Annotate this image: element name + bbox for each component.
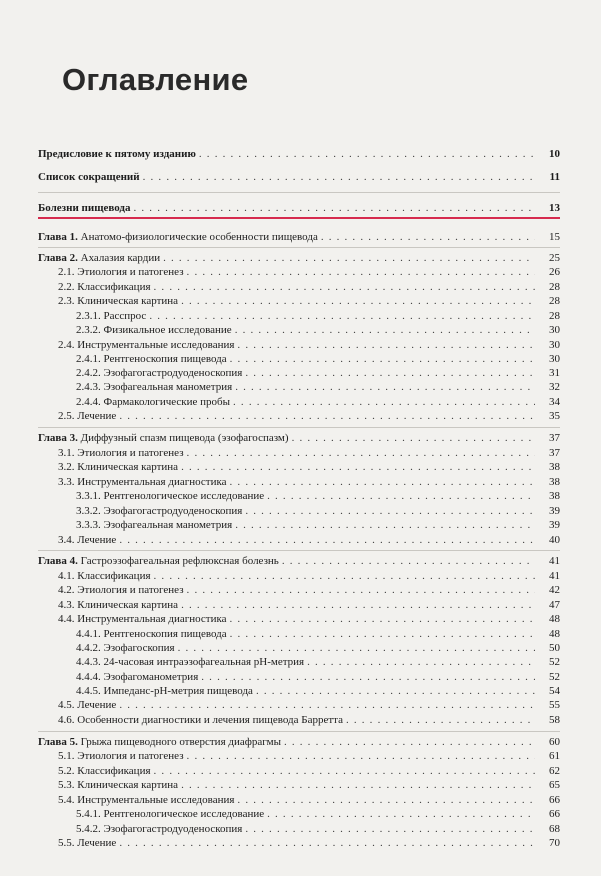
entry-title: 4.6. Особенности диагностики и лечения пищевода Барретта <box>58 714 343 726</box>
entry-title: 2.3.2. Физикальное исследование <box>76 324 232 336</box>
entry-title: 2.4.3. Эзофагеальная манометрия <box>76 381 233 393</box>
dot-leader <box>119 836 535 850</box>
toc-entry[interactable] <box>58 533 560 547</box>
entry-page: 47 <box>549 599 560 611</box>
entry-page: 52 <box>549 671 560 683</box>
dot-leader <box>149 309 535 323</box>
entry-title: 3.3. Инструментальная диагностика <box>58 476 227 488</box>
entry-title: Грыжа пищеводного отверстия диафрагмы <box>80 736 281 748</box>
entry-title: 4.4.4. Эзофагоманометрия <box>76 671 199 683</box>
toc-chapter-entry[interactable] <box>38 431 560 445</box>
toc-entry[interactable] <box>76 822 560 836</box>
dot-leader <box>235 518 535 532</box>
toc-front-entry[interactable] <box>38 147 560 161</box>
entry-label <box>76 655 304 669</box>
entry-page: 35 <box>549 410 560 422</box>
toc-entry[interactable] <box>76 309 560 323</box>
dot-leader <box>235 380 535 394</box>
section-label: Болезни пищевода <box>38 202 131 214</box>
dot-leader <box>187 749 535 763</box>
entry-title: Гастроэзофагеальная рефлюксная болезнь <box>80 555 279 567</box>
entry-title: 5.3. Клиническая картина <box>58 779 179 791</box>
entry-label <box>58 460 178 474</box>
dot-leader <box>201 670 535 684</box>
entry-title: 5.2. Классификация <box>58 765 151 777</box>
chapter-number: Глава 1. <box>38 231 78 243</box>
entry-label <box>58 265 184 279</box>
toc-entry[interactable] <box>76 684 560 698</box>
dot-leader <box>237 338 535 352</box>
section-underline <box>38 217 560 219</box>
entry-title: 3.3.3. Эзофагеальная манометрия <box>76 519 233 531</box>
dot-leader <box>256 684 535 698</box>
toc-entry[interactable] <box>58 836 560 850</box>
entry-title: 5.4.1. Рентгенологическое исследование <box>76 808 265 820</box>
entry-title: 3.3.1. Рентгенологическое исследование <box>76 490 265 502</box>
dot-leader <box>163 251 535 265</box>
entry-page: 31 <box>549 367 560 379</box>
entry-title: 4.2. Этиология и патогенез <box>58 584 184 596</box>
entry-label <box>58 280 151 294</box>
entry-title: 2.4. Инструментальные исследования <box>58 339 235 351</box>
entry-page: 28 <box>549 281 560 293</box>
entry-label <box>38 251 160 265</box>
entry-label <box>58 698 116 712</box>
dot-leader <box>181 294 535 308</box>
toc-chapter-entry[interactable] <box>38 554 560 568</box>
toc-entry[interactable] <box>76 655 560 669</box>
entry-title: 3.3.2. Эзофагогастродуоденоскопия <box>76 505 243 517</box>
entry-page: 39 <box>549 519 560 531</box>
entry-title: 4.4.5. Импеданс-pH-метрия пищевода <box>76 685 253 697</box>
entry-title: 4.3. Клиническая картина <box>58 599 179 611</box>
entry-label <box>38 230 318 244</box>
entry-title: 5.4. Инструментальные исследования <box>58 794 235 806</box>
entry-title: 3.4. Лечение <box>58 534 117 546</box>
entry-label <box>76 504 242 518</box>
entry-title: 2.3. Клиническая картина <box>58 295 179 307</box>
divider <box>38 731 560 732</box>
toc-chapter-entry[interactable] <box>38 251 560 265</box>
entry-label <box>76 822 242 836</box>
toc-entry[interactable] <box>76 366 560 380</box>
entry-page: 41 <box>549 570 560 582</box>
toc-entry[interactable] <box>58 280 560 294</box>
toc-chapter-entry[interactable] <box>38 230 560 244</box>
entry-title: 2.2. Классификация <box>58 281 151 293</box>
entry-page: 28 <box>549 310 560 322</box>
dot-leader <box>154 280 535 294</box>
entry-label <box>76 380 232 394</box>
entry-title: 2.4.2. Эзофагогастродуоденоскопия <box>76 367 243 379</box>
toc-entry[interactable] <box>58 612 560 626</box>
entry-label <box>76 627 227 641</box>
entry-page: 25 <box>549 252 560 264</box>
dot-leader <box>245 504 535 518</box>
entry-page: 68 <box>549 823 560 835</box>
entry-page: 42 <box>549 584 560 596</box>
entry-title: 4.4.1. Рентгеноскопия пищевода <box>76 628 227 640</box>
entry-page: 38 <box>549 490 560 502</box>
page-title: Оглавление <box>62 62 249 97</box>
divider <box>38 247 560 248</box>
entry-label <box>58 533 116 547</box>
entry-page: 30 <box>549 339 560 351</box>
toc-entry[interactable] <box>58 713 560 727</box>
chapter-number: Глава 2. <box>38 252 78 264</box>
entry-page: 38 <box>549 461 560 473</box>
dot-leader <box>187 265 535 279</box>
entry-label <box>58 409 116 423</box>
dot-leader <box>267 489 535 503</box>
dot-leader <box>143 170 535 184</box>
entry-page: 48 <box>549 628 560 640</box>
entry-page: 65 <box>549 779 560 791</box>
entry-title: 2.4.1. Рентгеноскопия пищевода <box>76 353 227 365</box>
toc-entry[interactable] <box>76 627 560 641</box>
dot-leader <box>187 446 535 460</box>
toc-entry[interactable] <box>76 489 560 503</box>
dot-leader <box>230 352 535 366</box>
entry-label <box>38 554 279 568</box>
entry-label <box>76 352 227 366</box>
chapter-number: Глава 5. <box>38 736 78 748</box>
toc-entry[interactable] <box>58 460 560 474</box>
entry-label <box>38 735 281 749</box>
toc-entry[interactable] <box>58 749 560 763</box>
entry-label <box>76 395 230 409</box>
entry-page: 30 <box>549 324 560 336</box>
toc-entry[interactable] <box>76 670 560 684</box>
dot-leader <box>181 598 535 612</box>
dot-leader <box>233 395 535 409</box>
entry-label <box>76 323 232 337</box>
toc-section-entry[interactable] <box>38 201 560 215</box>
entry-label <box>76 684 253 698</box>
entry-title: 2.3.1. Расспрос <box>76 310 147 322</box>
entry-page: 28 <box>549 295 560 307</box>
entry-page: 62 <box>549 765 560 777</box>
entry-title: 4.4.3. 24-часовая интраэзофагеальная pH-метрия <box>76 656 305 668</box>
dot-leader <box>230 475 535 489</box>
dot-leader <box>321 230 535 244</box>
toc-entry[interactable] <box>76 380 560 394</box>
entry-title: 4.4.2. Эзофагоскопия <box>76 642 175 654</box>
entry-label: Список сокращений <box>38 171 140 183</box>
entry-title: 4.5. Лечение <box>58 699 117 711</box>
entry-label <box>76 366 242 380</box>
dot-leader <box>245 366 535 380</box>
toc-entry[interactable] <box>58 698 560 712</box>
entry-page: 39 <box>549 505 560 517</box>
toc-entry[interactable] <box>76 807 560 821</box>
dot-leader <box>154 569 535 583</box>
entry-page: 40 <box>549 534 560 546</box>
dot-leader <box>235 323 535 337</box>
entry-label <box>76 807 264 821</box>
entry-label <box>58 598 178 612</box>
entry-label <box>58 446 184 460</box>
entry-title: Диффузный спазм пищевода (эзофагоспазм) <box>80 432 289 444</box>
entry-title: 3.1. Этиология и патогенез <box>58 447 184 459</box>
entry-title: 4.1. Классификация <box>58 570 151 582</box>
entry-title: 5.4.2. Эзофагогастродуоденоскопия <box>76 823 243 835</box>
entry-page: 52 <box>549 656 560 668</box>
entry-page: 70 <box>549 837 560 849</box>
entry-page: 66 <box>549 808 560 820</box>
entry-page: 10 <box>549 148 560 160</box>
toc-entry[interactable] <box>58 583 560 597</box>
entry-title: 2.5. Лечение <box>58 410 117 422</box>
entry-page: 34 <box>549 396 560 408</box>
entry-label <box>76 489 264 503</box>
dot-leader <box>119 409 535 423</box>
section-page: 13 <box>549 202 560 214</box>
toc-entry[interactable] <box>58 409 560 423</box>
entry-label <box>76 641 175 655</box>
entry-label <box>58 713 343 727</box>
entry-title: Анатомо-физиологические особенности пищевода <box>80 231 318 243</box>
entry-page: 30 <box>549 353 560 365</box>
entry-page: 54 <box>549 685 560 697</box>
entry-page: 55 <box>549 699 560 711</box>
entry-page: 26 <box>549 266 560 278</box>
toc-entry[interactable] <box>58 446 560 460</box>
dot-leader <box>154 764 535 778</box>
toc-entry[interactable] <box>58 778 560 792</box>
toc-entry[interactable] <box>76 518 560 532</box>
entry-label <box>58 612 227 626</box>
dot-leader <box>267 807 535 821</box>
entry-label <box>58 749 184 763</box>
entry-page: 37 <box>549 447 560 459</box>
entry-page: 58 <box>549 714 560 726</box>
entry-page: 61 <box>549 750 560 762</box>
dot-leader <box>245 822 535 836</box>
entry-label <box>38 431 289 445</box>
entry-label <box>76 670 198 684</box>
dot-leader <box>282 554 535 568</box>
toc-entry[interactable] <box>76 395 560 409</box>
divider <box>38 192 560 193</box>
entry-page: 37 <box>549 432 560 444</box>
entry-label <box>58 569 151 583</box>
toc-entry[interactable] <box>58 475 560 489</box>
toc-entry[interactable] <box>58 793 560 807</box>
entry-page: 48 <box>549 613 560 625</box>
dot-leader <box>230 627 535 641</box>
entry-title: 2.4.4. Фармакологические пробы <box>76 396 231 408</box>
toc-front-entry[interactable] <box>38 170 560 184</box>
toc-entry[interactable] <box>58 294 560 308</box>
toc-chapter-entry[interactable] <box>38 735 560 749</box>
dot-leader <box>181 460 535 474</box>
dot-leader <box>230 612 535 626</box>
entry-title: 5.5. Лечение <box>58 837 117 849</box>
toc-entry[interactable] <box>58 598 560 612</box>
dot-leader <box>307 655 535 669</box>
entry-page: 41 <box>549 555 560 567</box>
dot-leader <box>237 793 535 807</box>
divider <box>38 427 560 428</box>
entry-title: 5.1. Этиология и патогенез <box>58 750 184 762</box>
chapter-number: Глава 3. <box>38 432 78 444</box>
dot-leader <box>199 147 535 161</box>
entry-page: 38 <box>549 476 560 488</box>
entry-label <box>76 518 232 532</box>
entry-page: 66 <box>549 794 560 806</box>
entry-label <box>76 309 146 323</box>
dot-leader <box>346 713 535 727</box>
entry-page: 50 <box>549 642 560 654</box>
chapter-number: Глава 4. <box>38 555 78 567</box>
toc-entry[interactable] <box>58 569 560 583</box>
entry-page: 11 <box>549 171 560 183</box>
entry-label <box>58 583 184 597</box>
toc-entry[interactable] <box>76 641 560 655</box>
dot-leader <box>119 698 535 712</box>
divider <box>38 550 560 551</box>
dot-leader <box>134 201 536 215</box>
entry-label <box>58 764 151 778</box>
dot-leader <box>292 431 535 445</box>
entry-page: 32 <box>549 381 560 393</box>
entry-title: 4.4. Инструментальная диагностика <box>58 613 227 625</box>
entry-label <box>58 793 234 807</box>
dot-leader <box>284 735 535 749</box>
toc-entry[interactable] <box>76 504 560 518</box>
dot-leader <box>181 778 535 792</box>
dot-leader <box>178 641 535 655</box>
toc-entry[interactable] <box>58 764 560 778</box>
entry-title: Ахалазия кардии <box>80 252 161 264</box>
entry-page: 15 <box>549 231 560 243</box>
dot-leader <box>187 583 535 597</box>
entry-page: 60 <box>549 736 560 748</box>
entry-title: 3.2. Клиническая картина <box>58 461 179 473</box>
entry-label <box>58 338 234 352</box>
toc-entry[interactable] <box>76 352 560 366</box>
entry-label: Предисловие к пятому изданию <box>38 148 196 160</box>
entry-title: 2.1. Этиология и патогенез <box>58 266 184 278</box>
dot-leader <box>119 533 535 547</box>
entry-label <box>58 475 227 489</box>
entry-label <box>58 836 116 850</box>
toc-entry[interactable] <box>58 338 560 352</box>
entry-label <box>58 778 178 792</box>
toc-entry[interactable] <box>58 265 560 279</box>
entry-label <box>58 294 178 308</box>
toc-entry[interactable] <box>76 323 560 337</box>
